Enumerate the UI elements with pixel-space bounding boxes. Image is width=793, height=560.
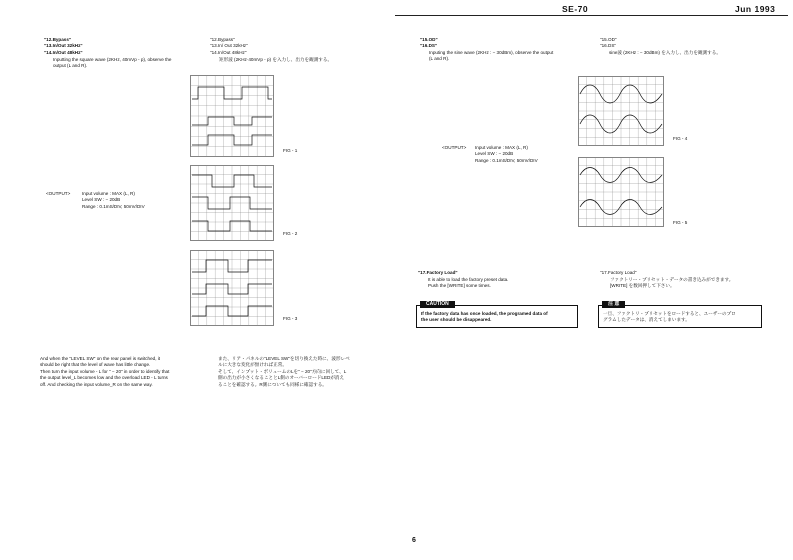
doc-date: Jun 1993 [735,4,776,14]
fig3-label: FIG - 3 [283,316,298,321]
factory-load-body-en: It is able to load the factory preset data. Push the [WRITE] some times. [428,277,509,289]
od-ds-body-jp: sine波 (2KHz : − 30dBm) を入力し、出力を観測する。 [609,50,721,55]
output-label-right: <OUTPUT> [442,145,467,150]
output-settings-right: Level SW : − 20dB Range : 0.1mS/DIV, 50mV/DIV [475,151,538,163]
output-label-left: <OUTPUT> [46,191,71,196]
od-ds-body-en: Inputing the sine wave (2KHz : − 30dBm), observe the output (L and R). [429,50,554,62]
fig1-label: FIG - 1 [283,148,298,153]
fig4-scope [578,76,664,146]
bypass-body-jp: 矩形波 (2KHz·40mVp - p) を入力し、出力を観測する。 [219,57,333,62]
fig2-scope [190,165,274,241]
bypass-heading-en: "12.Bypass" "13.In/Out 32kHz" "14.In/Out 48kHz" [44,37,83,55]
fig5-label: FIG - 5 [673,220,688,225]
caution-text-en: If the factory data has once loaded, the programed data of the user should be disappeared. [421,311,548,323]
output-volume-right: Input volume : MAX (L, R) [475,145,528,150]
factory-load-body-jp: ファクトリー・プリセット・データの書き込みができます。 [WRITE] を数回押して下さい。 [610,277,734,289]
output-settings-left: Input volume : MAX (L, R) Level SW : − 20dB Range : 0.1mS/DIV, 50mV/DIV [82,191,145,209]
fig1-scope [190,75,274,157]
fig4-label: FIG - 4 [673,136,688,141]
level-sw-note-jp: また、リア・パネルの"LEVEL SW"を切り換えた時に、波形レベ ルに大きな変化が無ければ正常。 そして、インプット・ボリュームのLを" − 20"方向に回して、L 側の出力が小さくなることとL側のオーバーロードLEDが消え ることを確認する。R側についても同様に確認する。 [218,356,350,387]
level-sw-note-en: And when the "LEVEL SW" on the rear panel is switched, it should be right that the level of wave has little change. Then turn the input volume - L for " − 20" in order to identify that the output level_L becomes low and the overload LED - L turns off. And checking the input volume_R on the same way. [40,356,170,387]
od-ds-heading-en: "15.OD" "16.DS" [420,37,438,49]
bypass-body-en: Inputting the square wave (2KHz, 40mVp - p), observe the output (L and R). [53,57,172,69]
fig3-scope [190,250,274,326]
fig2-label: FIG - 2 [283,231,298,236]
caution-tag-jp: 注 意 [602,301,625,308]
factory-load-heading-jp: "17.Factory Load" [600,270,637,275]
page-number: 6 [412,537,416,544]
caution-text-jp: 一旦、ファクトリ・プリセットをロードすると、ユーザーのプロ グラムしたデータは、消えてしまいます。 [603,311,736,323]
model-name: SE-70 [562,4,589,14]
fig5-scope [578,157,664,227]
header-rule [395,15,788,16]
factory-load-heading-en: "17.Factory Load" [418,270,458,275]
caution-tag-en: CAUTION [420,301,455,308]
bypass-heading-jp: "12.Bypass" "13.In/ Out 32kHz" "14.In/Out 48kHz" [210,37,248,55]
od-ds-heading-jp: "15.OD" "16.DS" [600,37,617,49]
